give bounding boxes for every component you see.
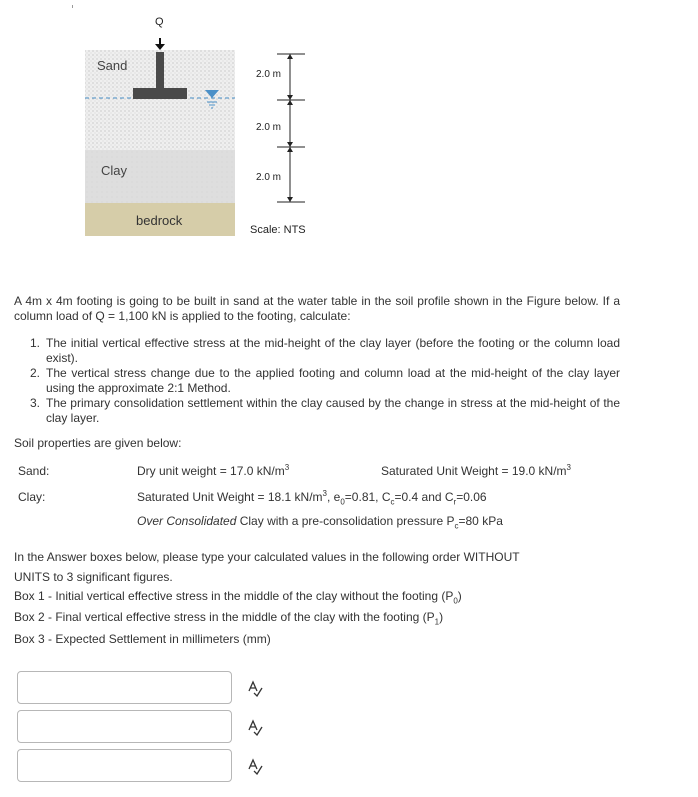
spellcheck-icon[interactable] bbox=[246, 679, 264, 697]
sub-0: 0 bbox=[453, 596, 458, 606]
answer-instructions-line-1: In the Answer boxes below, please type your calculated values in the following order WITHOUT bbox=[14, 550, 520, 564]
clay-preconsolidation-text: Clay with a pre-consolidation pressure P bbox=[236, 514, 455, 528]
problem-item-1-number: 1. bbox=[30, 336, 41, 350]
problem-item-3-text: The primary consolidation settlement within the clay caused by the change in stress at the mid-height of the clay layer. bbox=[46, 396, 620, 425]
problem-item-1 bbox=[30, 336, 620, 366]
sub-0: 0 bbox=[340, 497, 345, 507]
box-2-description bbox=[14, 610, 443, 625]
sup-3: 3 bbox=[284, 463, 290, 472]
clay-properties-label: Clay: bbox=[18, 490, 46, 504]
sand-dry-text: Dry unit weight = 17.0 kN/m bbox=[137, 464, 285, 478]
scale-label: Scale: NTS bbox=[250, 224, 306, 236]
footing-column bbox=[156, 52, 164, 92]
sand-sat-text: Saturated Unit Weight = 19.0 kN/m bbox=[381, 464, 567, 478]
footing-base bbox=[133, 88, 187, 99]
dimension-label-3: 2.0 m bbox=[256, 172, 282, 183]
dimension-label-1: 2.0 m bbox=[256, 69, 282, 80]
sand-saturated-unit-weight bbox=[381, 464, 571, 479]
dimension-label-2: 2.0 m bbox=[256, 122, 282, 133]
clay-cc-value: =0.4 and C bbox=[394, 490, 454, 504]
clay-sat-text: Saturated Unit Weight = 18.1 kN/m bbox=[137, 490, 323, 504]
clay-e0-text: , e bbox=[327, 490, 341, 504]
sup-3: 3 bbox=[566, 463, 571, 472]
clay-cr-value: =0.06 bbox=[456, 490, 487, 504]
clay-pc-value: =80 kPa bbox=[458, 514, 503, 528]
answer-box-1[interactable] bbox=[17, 671, 232, 704]
problem-item-1-text: The initial vertical effective stress at the mid-height of the clay layer (before the footing or the column load exist). bbox=[46, 336, 620, 365]
sub-c: c bbox=[454, 521, 459, 531]
answer-box-3[interactable] bbox=[17, 749, 232, 782]
box-1-text: Box 1 - Initial vertical effective stress in the middle of the clay without the footing (P bbox=[14, 589, 454, 603]
box-3-description: Box 3 - Expected Settlement in millimeters (mm) bbox=[14, 632, 271, 646]
sub-r: r bbox=[453, 497, 457, 507]
stray-mark bbox=[72, 5, 73, 8]
clay-properties-line-2 bbox=[137, 514, 503, 529]
sup-3: 3 bbox=[322, 489, 327, 498]
close-paren: ) bbox=[439, 610, 444, 624]
box-2-text: Box 2 - Final vertical effective stress in the middle of the clay with the footing (P bbox=[14, 610, 435, 624]
problem-intro: A 4m x 4m footing is going to be built in sand at the water table in the soil profile shown in the Figure below. If a column load of Q = 1,100 kN is applied to the footing, calculate: bbox=[14, 294, 620, 323]
problem-item-2-text: The vertical stress change due to the applied footing and column load at the mid-height of the clay layer using the approximate 2:1 Method. bbox=[46, 366, 620, 395]
box-1-description bbox=[14, 589, 462, 604]
clay-e0-value: =0.81, C bbox=[344, 490, 391, 504]
spellcheck-icon[interactable] bbox=[246, 718, 264, 736]
answer-instructions-line-2: UNITS to 3 significant figures. bbox=[14, 570, 173, 584]
sand-label: Sand bbox=[97, 58, 128, 73]
load-label: Q bbox=[155, 16, 164, 28]
sub-c: c bbox=[390, 497, 395, 507]
sub-1: 1 bbox=[434, 617, 440, 627]
sand-properties-label: Sand: bbox=[18, 464, 50, 478]
clay-properties-line-1 bbox=[137, 490, 487, 505]
problem-item-3 bbox=[30, 396, 620, 426]
soil-profile-figure bbox=[80, 10, 320, 240]
clay-label: Clay bbox=[101, 163, 128, 178]
answer-box-2[interactable] bbox=[17, 710, 232, 743]
properties-heading: Soil properties are given below: bbox=[14, 436, 182, 450]
clay-overconsolidated-text: Over Consolidated bbox=[137, 514, 237, 528]
bedrock-label: bedrock bbox=[136, 213, 183, 228]
spellcheck-icon[interactable] bbox=[246, 757, 264, 775]
close-paren: ) bbox=[457, 589, 462, 603]
problem-item-3-number: 3. bbox=[30, 396, 41, 410]
load-arrow-head bbox=[155, 44, 165, 50]
sand-dry-unit-weight bbox=[137, 464, 289, 479]
problem-item-2-number: 2. bbox=[30, 366, 41, 380]
problem-item-2 bbox=[30, 366, 620, 396]
